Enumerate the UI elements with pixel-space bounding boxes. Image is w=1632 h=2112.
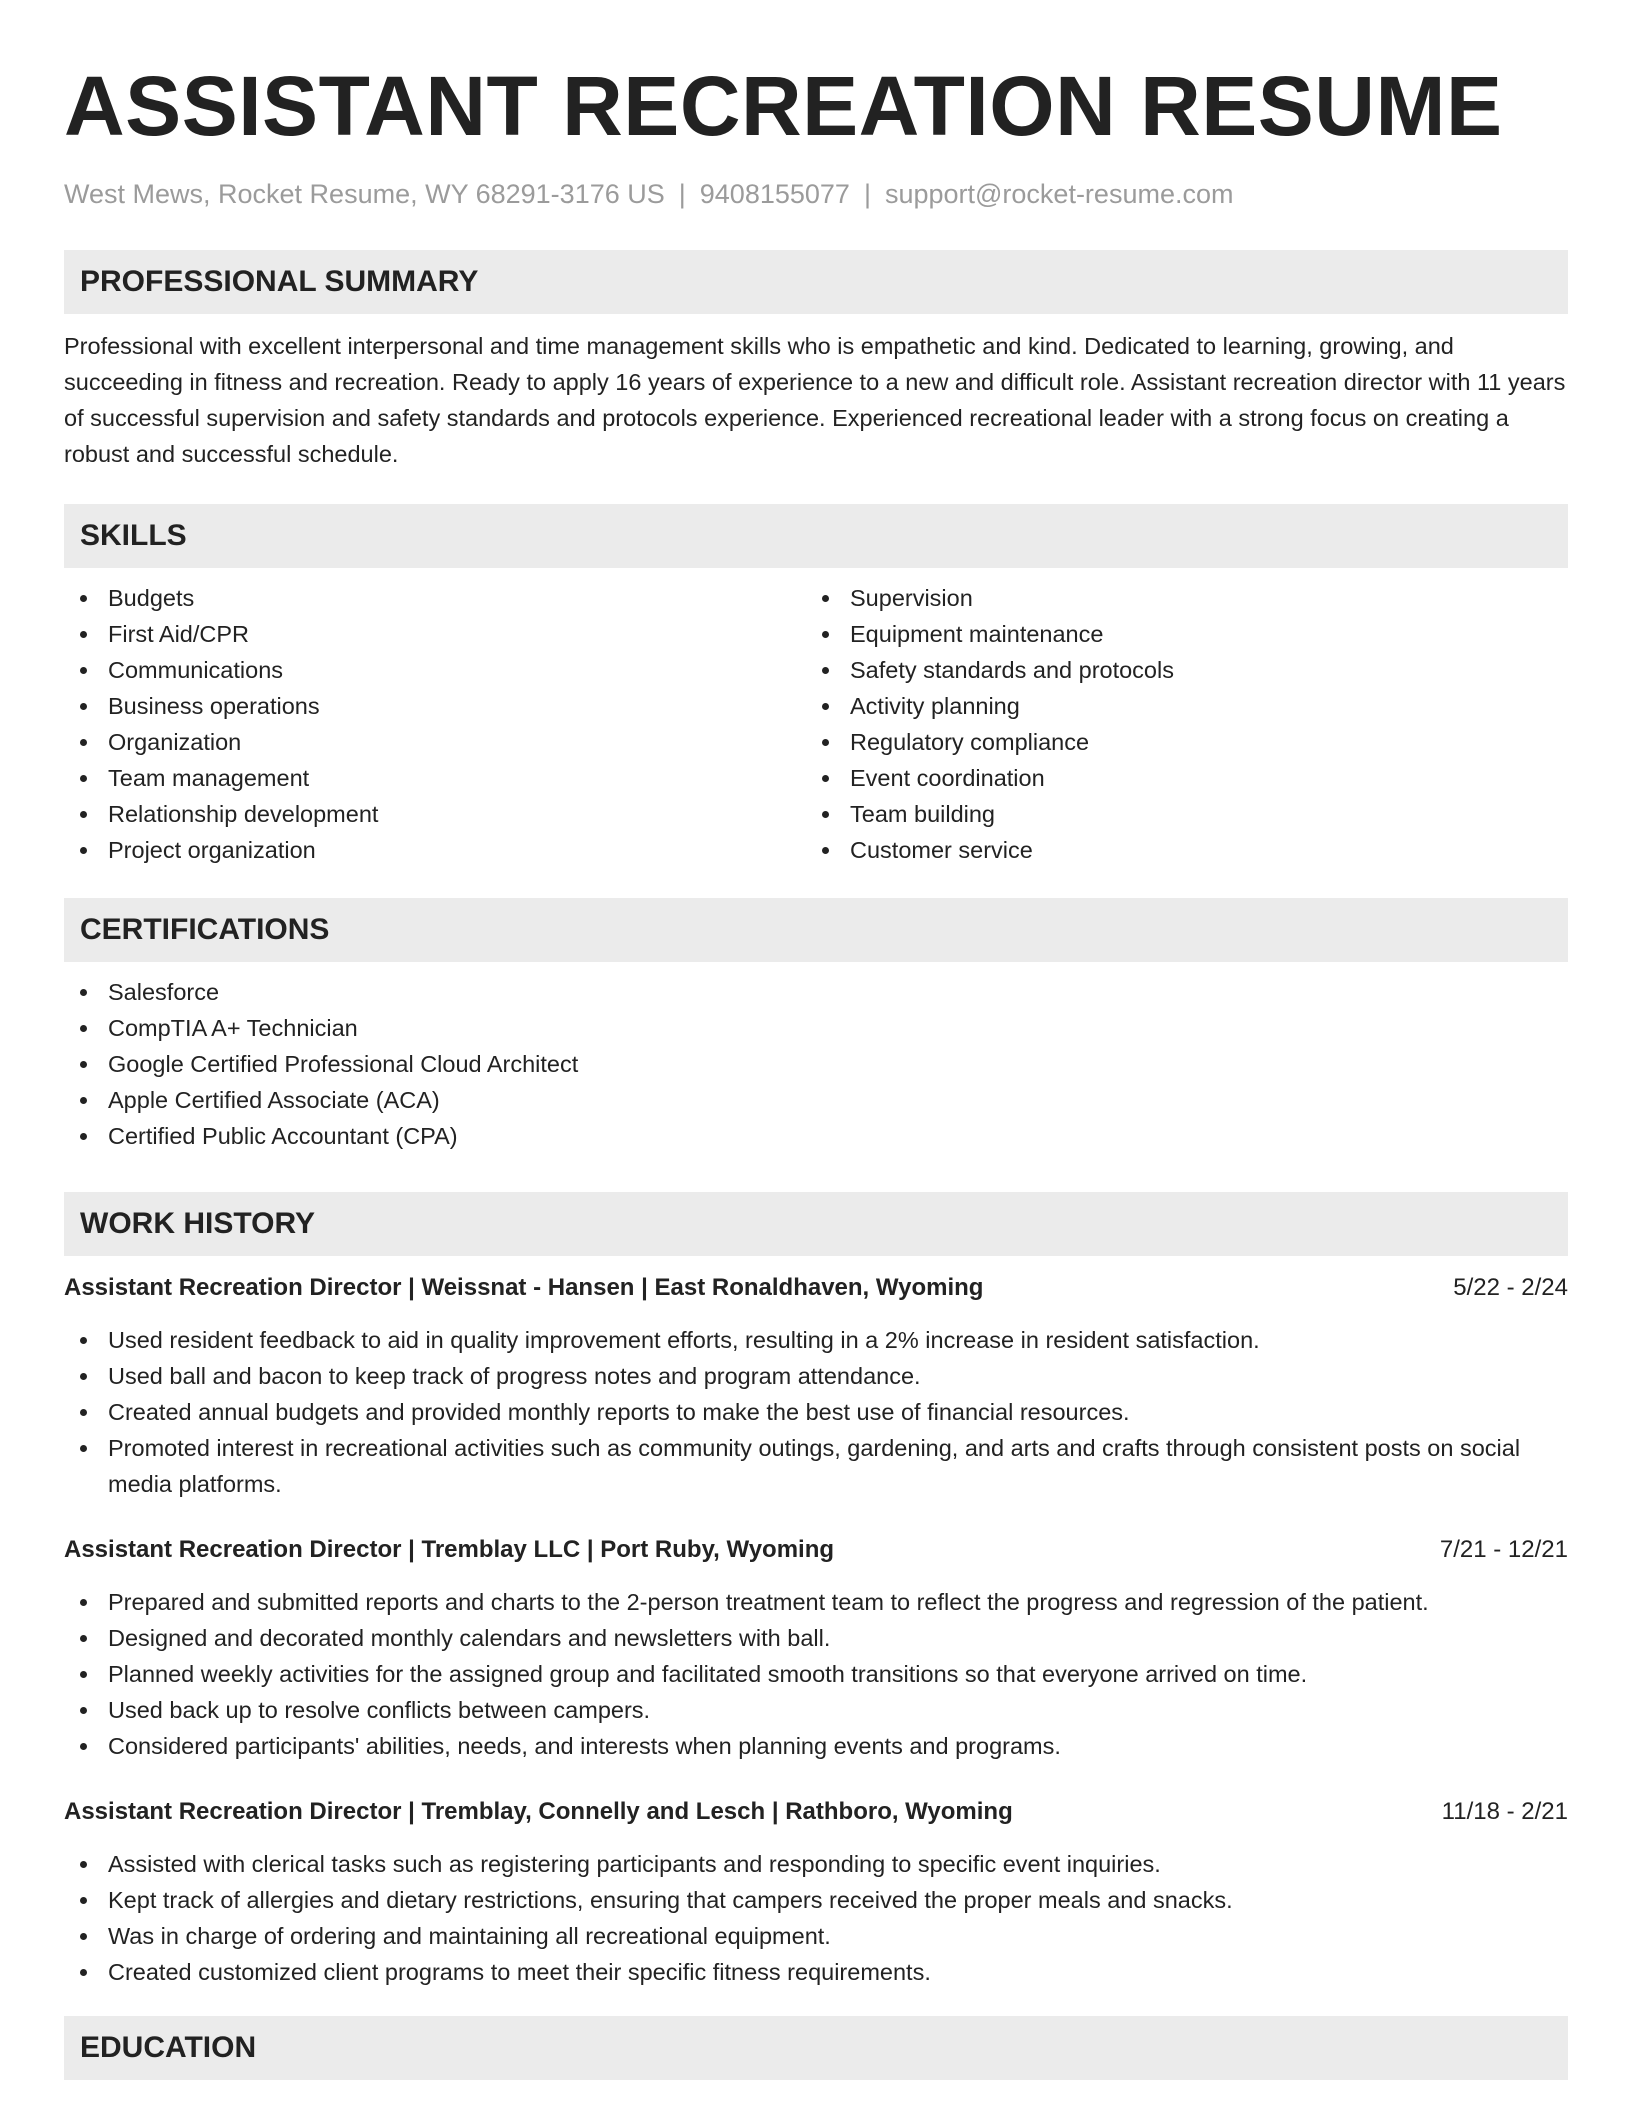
list-item: Certified Public Accountant (CPA) — [64, 1118, 1568, 1154]
skills-list-left — [64, 580, 806, 868]
list-item: Safety standards and protocols — [806, 652, 1548, 688]
contact-separator: | — [678, 179, 686, 209]
contact-email[interactable]: support@rocket-resume.com — [884, 179, 1234, 209]
job-dates: 11/18 - 2/21 — [1441, 1798, 1568, 1825]
job-bullets — [64, 1846, 1568, 1990]
job-title: Assistant Recreation Director | Weissnat - Hansen | East Ronaldhaven, Wyoming — [64, 1274, 984, 1301]
skills-grid — [64, 580, 1568, 868]
list-item: Designed and decorated monthly calendars and newsletters with ball. — [64, 1620, 1568, 1656]
summary-text: Professional with excellent interpersonal and time management skills who is empathetic and kind. Dedicated to learning, growing, and succeeding in fitness and recreation. Ready to apply 16 years of experience to a new and difficult role. Assistant recreation director with 11 years of successful supervision and safety standards and protocols experience. Experienced recreational leader with a strong focus on creating a robust and successful schedule. — [64, 333, 1566, 467]
list-item: Used resident feedback to aid in quality improvement efforts, resulting in a 2% increase in resident satisfaction. — [64, 1322, 1568, 1358]
list-item: Used back up to resolve conflicts between campers. — [64, 1692, 1568, 1728]
job-header — [64, 1270, 1568, 1306]
list-item: First Aid/CPR — [64, 616, 806, 652]
job-title: Assistant Recreation Director | Tremblay LLC | Port Ruby, Wyoming — [64, 1536, 835, 1563]
list-item: Project organization — [64, 832, 806, 868]
job-header — [64, 1532, 1568, 1568]
list-item: Team building — [806, 796, 1548, 832]
list-item: Customer service — [806, 832, 1548, 868]
job-entry — [64, 1532, 1568, 1764]
job-title: Assistant Recreation Director | Tremblay, Connelly and Lesch | Rathboro, Wyoming — [64, 1798, 1013, 1825]
list-item: Organization — [64, 724, 806, 760]
list-item: CompTIA A+ Technician — [64, 1010, 1568, 1046]
job-dates: 7/21 - 12/21 — [1439, 1536, 1568, 1563]
job-bullets — [64, 1322, 1568, 1502]
list-item: Relationship development — [64, 796, 806, 832]
list-item: Assisted with clerical tasks such as registering participants and responding to specific event inquiries. — [64, 1846, 1568, 1882]
section-header-summary: PROFESSIONAL SUMMARY — [64, 250, 1568, 314]
list-item: Regulatory compliance — [806, 724, 1548, 760]
list-item: Promoted interest in recreational activities such as community outings, gardening, and arts and crafts through consistent posts on social media platforms. — [64, 1430, 1568, 1502]
list-item: Team management — [64, 760, 806, 796]
list-item: Supervision — [806, 580, 1548, 616]
list-item: Was in charge of ordering and maintaining all recreational equipment. — [64, 1918, 1568, 1954]
section-header-education: EDUCATION — [64, 2016, 1568, 2080]
section-header-certifications: CERTIFICATIONS — [64, 898, 1568, 962]
list-item: Apple Certified Associate (ACA) — [64, 1082, 1568, 1118]
list-item: Considered participants' abilities, needs, and interests when planning events and programs. — [64, 1728, 1568, 1764]
job-entry — [64, 1794, 1568, 1990]
list-item: Kept track of allergies and dietary restrictions, ensuring that campers received the proper meals and snacks. — [64, 1882, 1568, 1918]
list-item: Budgets — [64, 580, 806, 616]
section-header-work-history: WORK HISTORY — [64, 1192, 1568, 1256]
resume-title: ASSISTANT RECREATION RESUME — [64, 59, 1503, 153]
list-item: Created customized client programs to meet their specific fitness requirements. — [64, 1954, 1568, 1990]
list-item: Event coordination — [806, 760, 1548, 796]
list-item: Planned weekly activities for the assigned group and facilitated smooth transitions so that everyone arrived on time. — [64, 1656, 1568, 1692]
contact-phone: 9408155077 — [699, 179, 850, 209]
list-item: Communications — [64, 652, 806, 688]
list-item: Used ball and bacon to keep track of progress notes and program attendance. — [64, 1358, 1568, 1394]
contact-address: West Mews, Rocket Resume, WY 68291-3176 US — [64, 179, 665, 209]
list-item: Prepared and submitted reports and charts to the 2-person treatment team to reflect the progress and regression of the patient. — [64, 1584, 1568, 1620]
contact-separator: | — [863, 179, 871, 209]
list-item: Google Certified Professional Cloud Architect — [64, 1046, 1568, 1082]
skills-list-right — [806, 580, 1548, 868]
job-entry — [64, 1270, 1568, 1502]
contact-line — [64, 176, 1568, 212]
section-header-skills: SKILLS — [64, 504, 1568, 568]
job-header — [64, 1794, 1568, 1830]
list-item: Equipment maintenance — [806, 616, 1548, 652]
certifications-list — [64, 974, 1568, 1154]
job-dates: 5/22 - 2/24 — [1453, 1274, 1568, 1301]
resume-page — [64, 0, 1568, 2080]
list-item: Created annual budgets and provided monthly reports to make the best use of financial resources. — [64, 1394, 1568, 1430]
work-history-list — [64, 1270, 1568, 1990]
list-item: Activity planning — [806, 688, 1548, 724]
job-bullets — [64, 1584, 1568, 1764]
list-item: Salesforce — [64, 974, 1568, 1010]
list-item: Business operations — [64, 688, 806, 724]
